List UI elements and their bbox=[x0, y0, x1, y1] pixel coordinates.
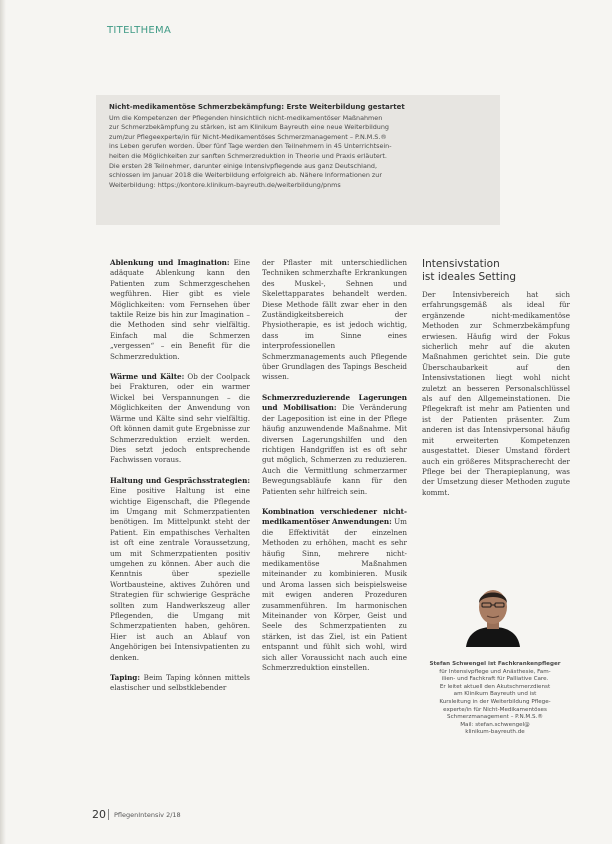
paragraph-heading: Wärme und Kälte: bbox=[110, 372, 185, 382]
info-box-heading: Nicht-medikamentöse Schmerzbekämpfung: Erste Weiterbildung gestartet bbox=[109, 103, 405, 111]
paragraph bbox=[262, 507, 407, 674]
author-caption bbox=[424, 661, 566, 737]
article-column-1 bbox=[110, 258, 250, 704]
paragraph-heading: Haltung und Gesprächsstrategien: bbox=[110, 475, 250, 485]
paragraph-text: der Pflaster mit unterschiedlichen Techniken schmerzhafte Erkrankungen des Muskel-, Sehnen und Skelettapparates behandelt werden. Diese Methode fällt zwar eher in den Zuständigkeitsbereich der Physiotherapie, es ist jedoch wichtig, dass im Sinne eines interprofessionellen Schmerzmanagements auch Pflegende über Grundlagen des Tapings Bescheid wissen. bbox=[262, 258, 407, 382]
author-portrait bbox=[464, 583, 522, 647]
paragraph-text: Beim Taping können mittels elastischer und selbstklebender bbox=[110, 673, 250, 693]
author-portrait-image bbox=[464, 583, 522, 647]
caption-line: für Intensivpflege und Anästhesie, Fam- bbox=[439, 668, 551, 675]
caption-line: Er leitet aktuell den Akutschmerzdienst bbox=[439, 683, 551, 690]
paragraph-heading: Kombination verschiedener nicht-medikamentöser Anwendungen: bbox=[262, 506, 407, 527]
info-box-url: Weiterbildung: https://kontore.klinikum-bayreuth.de/weiterbildung/pnms bbox=[109, 180, 341, 189]
page-number: 20 bbox=[92, 808, 106, 821]
info-box-line: schlossen im Januar 2018 die Weiterbildung erfolgreich ab. Nähere Informationen zur bbox=[109, 171, 382, 180]
section-label: TITELTHEMA bbox=[107, 25, 172, 36]
caption-line: Schmerzmanagement – P.N.M.S.® bbox=[447, 714, 543, 721]
paragraph bbox=[262, 258, 407, 383]
sidebar-heading-line-1: Intensivstation bbox=[422, 258, 500, 270]
paragraph-text: Um die Effektivität der einzelnen Methoden zu erhöhen, macht es sehr häufig Sinn, mehrere nicht-medikamentöse Maßnahmen miteinander zu kombinieren. Musik und Aroma lassen sich beispielsweise mit ewigen anderen Prozeduren zusammenführen. Im harmonischen Miteinander von Körper, Geist und Seele des Schmerzpatienten zu stärken, ist das Ziel, ist ein Patient entspannt und fühlt sich wohl, wird sich aller Voraussicht nach auch eine Schmerzreduktion einstellen. bbox=[262, 517, 407, 673]
paragraph-heading: Ablenkung und Imagination: bbox=[110, 258, 230, 267]
info-box-line: ins Leben gerufen worden. Über fünf Tage werden den Teilnehmern in 45 Unterrichtsein- bbox=[109, 142, 392, 151]
caption-line: am Klinikum Bayreuth und ist bbox=[453, 691, 537, 698]
caption-line: ilien- und Fachkraft für Palliative Care. bbox=[441, 676, 549, 683]
caption-email: Mail: stefan.schwengel@ bbox=[460, 721, 530, 728]
page-gutter bbox=[0, 0, 6, 844]
paragraph bbox=[110, 258, 250, 362]
info-box-line: zum/zur Pflegeexperte/in für Nicht-Medikamentöses Schmerzmanagement – P.N.M.S.® bbox=[109, 132, 387, 141]
footer-divider bbox=[108, 809, 109, 820]
info-box-line: Um die Kompetenzen der Pflegenden hinsichtlich nicht-medikamentöser Maßnahmen bbox=[109, 113, 383, 122]
paragraph bbox=[262, 393, 407, 497]
paragraph-text: Eine adäquate Ablenkung kann den Patienten zum Schmerzgeschehen wegführen. Hier gibt es viele Möglichkeiten: vom Fernsehen über taktile Reize bis hin zur Imagination – die Methoden sind sehr vielfältig. Einfach mal die Schmerzen „vergessen“ – ein Benefit für die Schmerzreduktion. bbox=[110, 258, 250, 361]
sidebar-text: Der Intensivbereich hat sich erfahrungsgemäß als ideal für ergänzende nicht-medikamentöse Methoden zur Schmerzbekämpfung erwiesen. Häufig wird der Fokus sicherlich mehr auf die akuten Maßnahmen gerichtet sein. Die gute Überschaubarkeit auf den Intensivstationen liegt wohl nicht zuletzt an besseren Personalschlüssel als auf den Allgemeinstationen. Die Pflegekraft ist mehr am Patienten und ist der Patienten präsenter. Zum anderen ist das Intensivpersonal häufig mit erweiterten Kompetenzen ausgestattet. Dieser Umstand fördert auch ein größeres Mitspracherecht der Pflege bei der Therapieplanung, was der Umsetzung dieser Methoden zugute kommt. bbox=[422, 290, 570, 497]
paragraph bbox=[110, 372, 250, 466]
paragraph-heading: Taping: bbox=[110, 673, 140, 683]
info-box-line: heiten die Möglichkeiten zur sanften Schmerzreduktion in Theorie und Praxis erläutert. bbox=[109, 151, 387, 160]
paragraph-heading: Schmerzreduzierende Lagerungen und Mobilisation: bbox=[262, 392, 407, 413]
article-column-2 bbox=[262, 258, 407, 683]
info-box-line: zur Schmerzbekämpfung zu stärken, ist am Klinikum Bayreuth eine neue Weiterbildung bbox=[109, 123, 389, 132]
info-box-line: Die ersten 28 Teilnehmer, darunter einige Intensivpflegende aus ganz Deutschland, bbox=[109, 161, 378, 170]
magazine-issue: PflegenIntensiv 2/18 bbox=[114, 811, 181, 819]
caption-email: klinikum-bayreuth.de bbox=[465, 729, 525, 736]
paragraph bbox=[110, 476, 250, 663]
info-box bbox=[96, 95, 500, 225]
caption-line: experte/in für Nicht-Medikamentöses bbox=[443, 706, 547, 713]
paragraph-text: Ob der Coolpack bei Frakturen, oder ein warmer Wickel bei Verspannungen – die Möglichkeiten der Anwendung von Wärme und Kälte sind sehr vielfältig. Oft können damit gute Ergebnisse zur Schmerzreduktion erzielt werden. Dies setzt jedoch entsprechende Fachwissen voraus. bbox=[110, 372, 251, 465]
sidebar-column bbox=[422, 258, 570, 508]
sidebar-heading-line-2: ist ideales Setting bbox=[422, 271, 517, 283]
sidebar-heading bbox=[422, 258, 570, 284]
paragraph-text: Die Veränderung der Lageposition ist eine in der Pflege häufig anzuwendende Maßnahme. Mit diversen Lagerungshilfen und den richtigen Handgriffen ist es oft sehr gut möglich, Schmerzen zu reduzieren. Auch die Vermittlung schmerzarmer Bewegungsabläufe kann für den Patienten sehr hilfreich sein. bbox=[262, 403, 407, 496]
paragraph bbox=[110, 673, 250, 694]
paragraph-text: Eine positive Haltung ist eine wichtige Eigenschaft, die Pflegende im Umgang mit Schmerzpatienten benötigen. Im Mittelpunkt steht der Patient. Ein empathisches Verhalten ist oft eine zentrale Voraussetzung, um mit Schmerzpatienten positiv umgehen zu können. Aber auch die Kenntnis über spezielle Wortbausteine, aktives Zuhören und Strategien für schwierige Gespräche sollten zum Handwerkszeug aller Pflegenden, die Umgang mit Schmerzpatienten haben, gehören. Hier ist auch an Ablauf von Angehörigen bei Intensivpatienten zu denken. bbox=[110, 486, 250, 662]
caption-line: Stefan Schwengel ist Fachkrankenpfleger bbox=[429, 661, 561, 667]
caption-line: Kursleitung in der Weiterbildung Pflege- bbox=[439, 698, 551, 705]
